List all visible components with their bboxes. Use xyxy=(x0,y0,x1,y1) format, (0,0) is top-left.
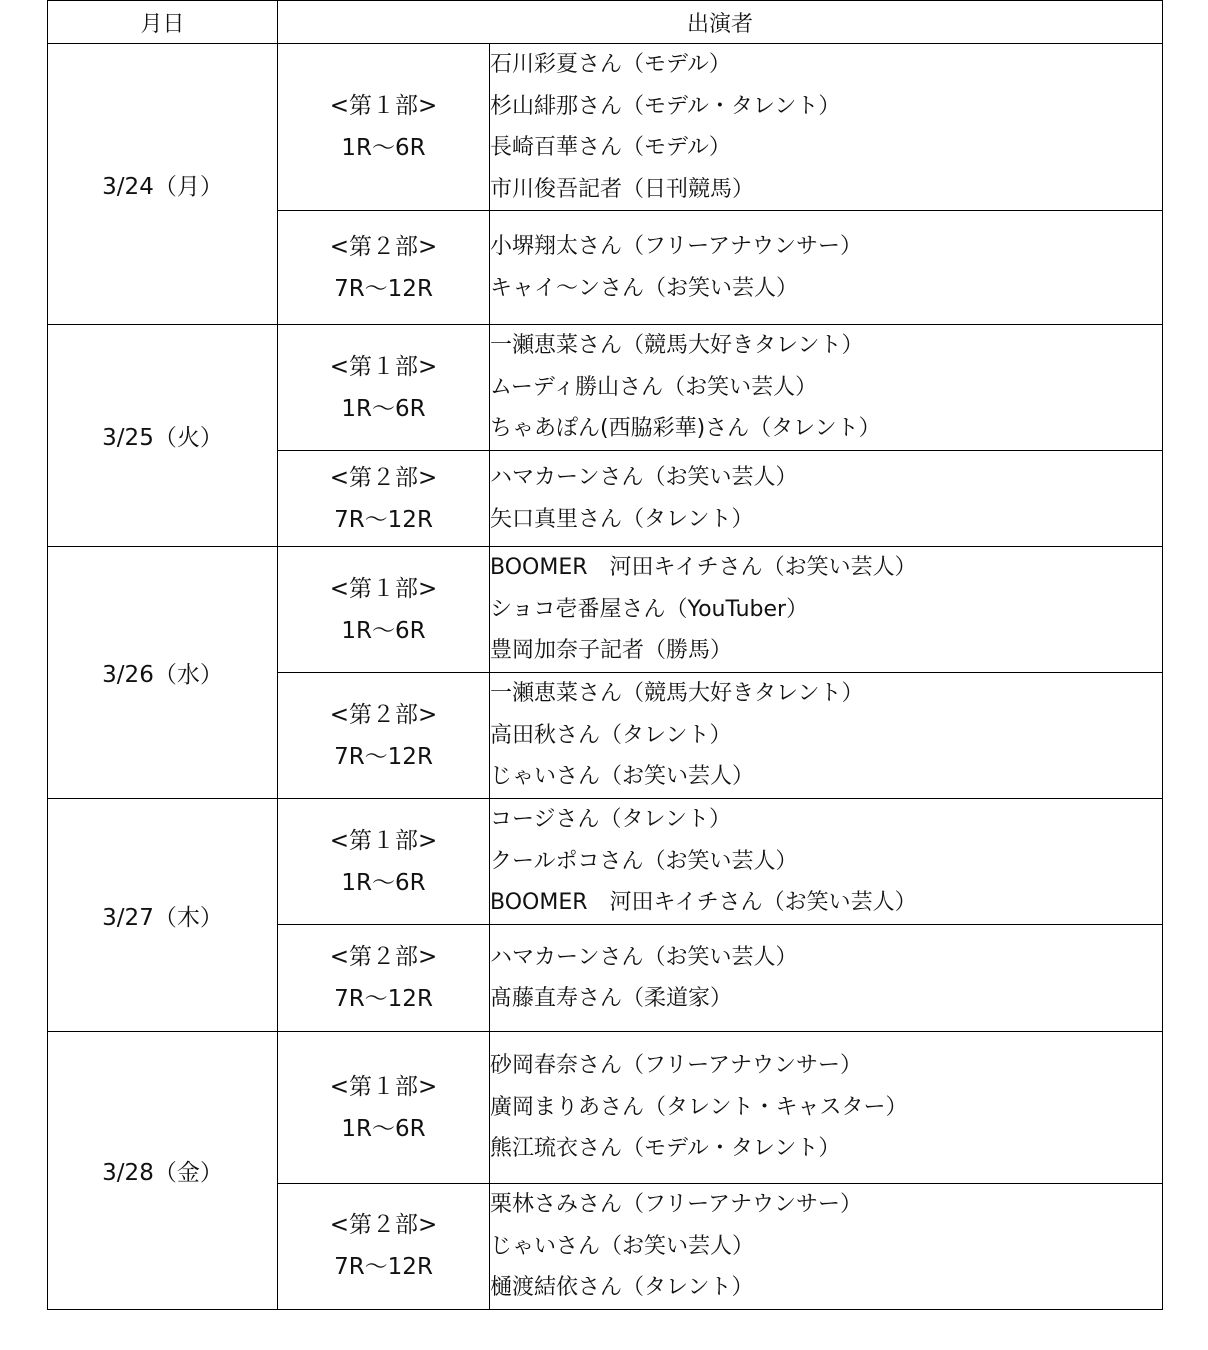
part-cell xyxy=(278,925,490,1032)
date-cell: 3/26（水） xyxy=(48,547,278,799)
performer-name: じゃいさん（お笑い芸人） xyxy=(490,764,755,790)
race-range: 7R～12R xyxy=(334,743,433,770)
header-row xyxy=(48,1,1163,44)
race-range: 7R～12R xyxy=(334,986,433,1012)
performer-name: 樋渡結依さん（タレント） xyxy=(490,1275,754,1300)
date-cell: 3/25（火） xyxy=(48,325,278,547)
part-cell xyxy=(278,547,490,673)
performers-cell xyxy=(490,44,1163,211)
part-cell xyxy=(278,799,490,925)
part-cell xyxy=(278,325,490,451)
performers-cell xyxy=(490,451,1163,547)
performer-name: ショコ壱番屋さん（YouTuber） xyxy=(490,596,809,622)
part-cell xyxy=(278,451,490,547)
performers-cell xyxy=(490,211,1163,325)
performer-name: 長崎百華さん（モデル） xyxy=(490,135,731,160)
race-range: 1R～6R xyxy=(341,135,426,161)
table-row xyxy=(48,1032,1163,1184)
part-label: <第１部> xyxy=(329,1073,438,1100)
performer-name: 栗林さみさん（フリーアナウンサー） xyxy=(490,1192,863,1217)
race-range: 1R～6R xyxy=(341,617,426,644)
header-date: 月日 xyxy=(48,1,278,44)
performers-cell xyxy=(490,673,1163,799)
performer-name: 高田秋さん（タレント） xyxy=(490,722,732,748)
race-range: 7R～12R xyxy=(334,275,433,302)
performer-name: BOOMER 河田キイチさん（お笑い芸人） xyxy=(490,555,917,581)
header-performers: 出演者 xyxy=(278,1,1163,44)
performer-name: クールポコさん（お笑い芸人） xyxy=(490,848,798,874)
part-label: <第２部> xyxy=(329,464,438,491)
performer-name: 矢口真里さん（タレント） xyxy=(490,506,754,532)
table-row xyxy=(48,547,1163,673)
performer-name: じゃいさん（お笑い芸人） xyxy=(490,1233,755,1259)
performer-name: 一瀬恵菜さん（競馬大好きタレント） xyxy=(490,681,864,707)
table-row xyxy=(48,325,1163,451)
part-label: <第１部> xyxy=(329,353,438,380)
part-label: <第１部> xyxy=(329,827,438,854)
part-label: <第１部> xyxy=(329,575,438,602)
performers-cell xyxy=(490,1184,1163,1310)
performers-cell xyxy=(490,925,1163,1032)
race-range: 1R～6R xyxy=(341,869,426,896)
performer-name: BOOMER 河田キイチさん（お笑い芸人） xyxy=(490,890,917,916)
performer-name: 熊江琉衣さん（モデル・タレント） xyxy=(490,1136,841,1162)
part-cell xyxy=(278,211,490,325)
performer-name: 一瀬恵菜さん（競馬大好きタレント） xyxy=(490,333,864,359)
performer-name: ムーディ勝山さん（お笑い芸人） xyxy=(490,374,818,400)
table-row xyxy=(48,799,1163,925)
performer-name: ハマカーンさん（お笑い芸人） xyxy=(490,944,798,970)
part-label: <第２部> xyxy=(329,233,438,260)
race-range: 7R～12R xyxy=(334,1254,433,1281)
part-cell xyxy=(278,1184,490,1310)
performers-cell xyxy=(490,547,1163,673)
race-range: 7R～12R xyxy=(334,506,433,533)
performer-name: 市川俊吾記者（日刊競馬） xyxy=(490,176,755,202)
performers-cell xyxy=(490,325,1163,451)
part-label: <第２部> xyxy=(329,701,438,728)
performers-cell xyxy=(490,799,1163,925)
date-cell: 3/27（木） xyxy=(48,799,278,1032)
part-cell xyxy=(278,44,490,211)
performer-name: 石川彩夏さん（モデル） xyxy=(490,52,731,77)
performer-name: ハマカーンさん（お笑い芸人） xyxy=(490,465,798,490)
part-label: <第２部> xyxy=(329,944,438,970)
part-label: <第２部> xyxy=(329,1212,438,1239)
performer-name: 小堺翔太さん（フリーアナウンサー） xyxy=(490,234,863,259)
date-cell: 3/24（月） xyxy=(48,44,278,325)
date-cell: 3/28（金） xyxy=(48,1032,278,1310)
part-label: <第１部> xyxy=(329,93,438,119)
race-range: 1R～6R xyxy=(341,395,426,422)
performer-name: キャイ～ンさん（お笑い芸人） xyxy=(490,275,799,301)
performers-cell xyxy=(490,1032,1163,1184)
performer-name: 杉山緋那さん（モデル・タレント） xyxy=(490,93,841,119)
performer-name: ちゃあぽん(西脇彩華)さん（タレント） xyxy=(490,416,881,442)
part-cell xyxy=(278,673,490,799)
table-row xyxy=(48,44,1163,211)
schedule-table xyxy=(47,0,1163,1310)
performer-name: 廣岡まりあさん（タレント・キャスター） xyxy=(490,1094,908,1120)
race-range: 1R～6R xyxy=(341,1115,426,1142)
performer-name: 豊岡加奈子記者（勝馬） xyxy=(490,638,733,664)
performer-name: 砂岡春奈さん（フリーアナウンサー） xyxy=(490,1053,863,1079)
schedule-body xyxy=(48,44,1163,1310)
performer-name: 髙藤直寿さん（柔道家） xyxy=(490,986,733,1011)
part-cell xyxy=(278,1032,490,1184)
performer-name: コージさん（タレント） xyxy=(490,807,732,833)
